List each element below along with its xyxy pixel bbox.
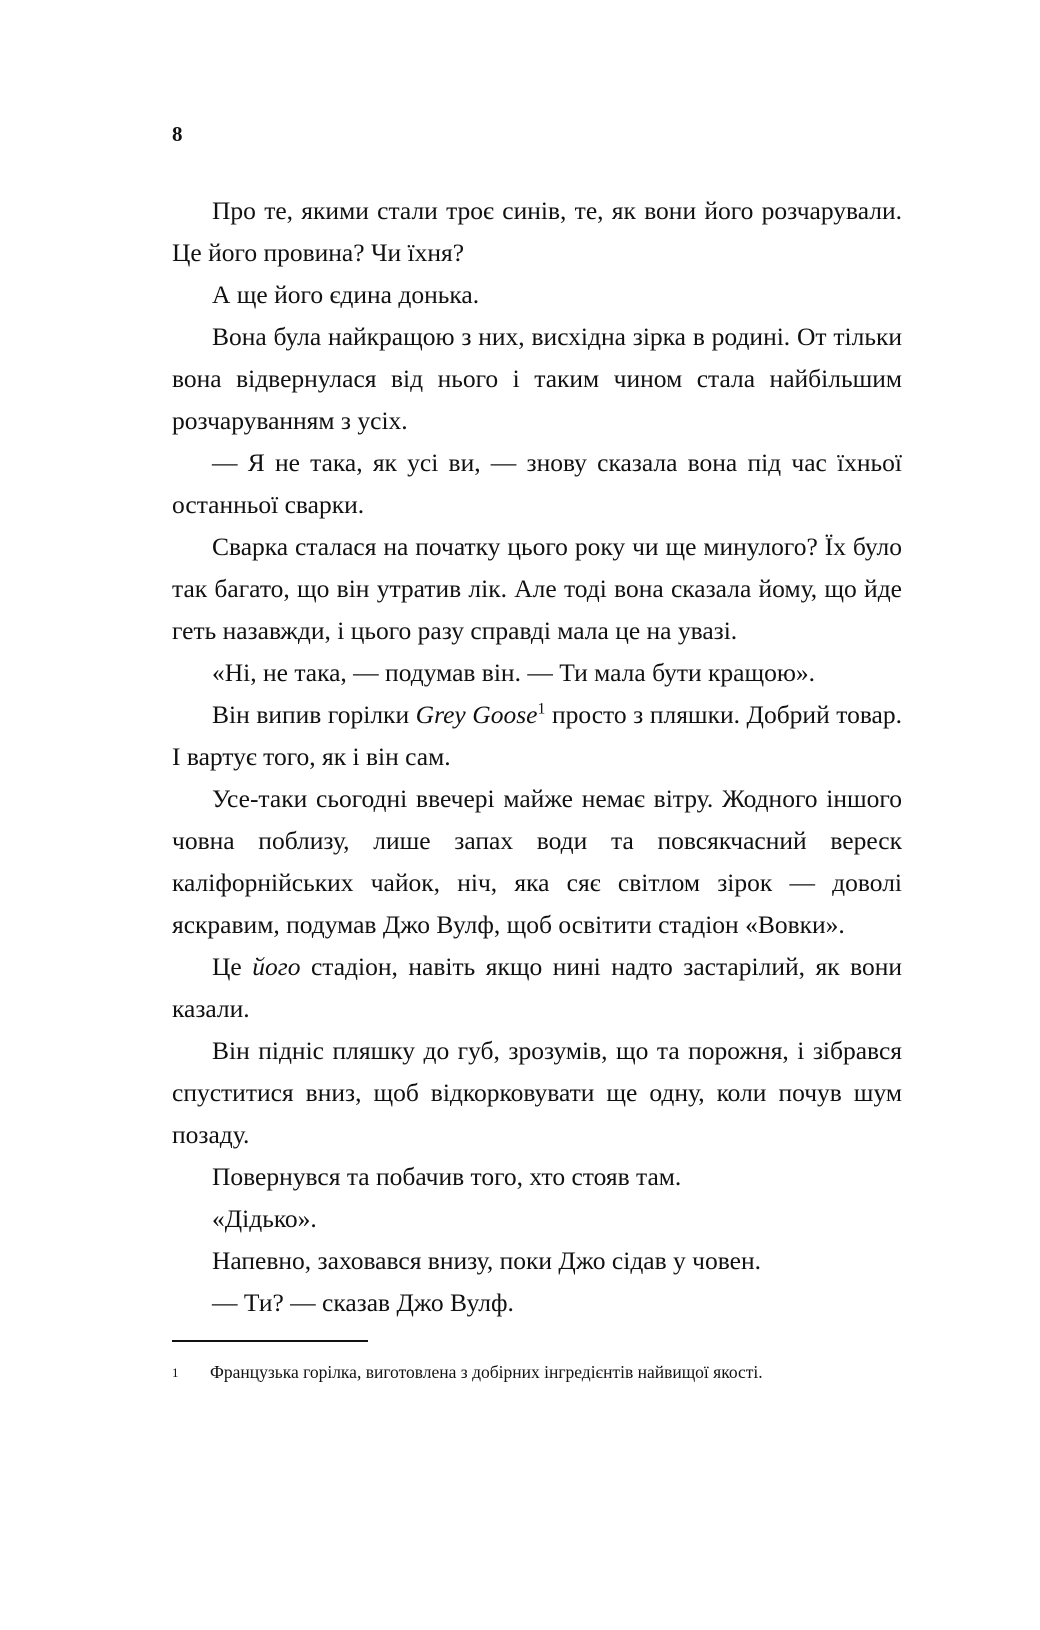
paragraph: Повернувся та побачив того, хто стояв там. <box>212 1162 682 1191</box>
paragraph: Він підніс пляшку до губ, зрозумів, що та порожня, і зібрався спуститися вниз, щоб відкорковувати ще одну, коли почув шум позаду. <box>172 1036 902 1149</box>
paragraph-with-italic <box>172 946 902 1030</box>
footnote <box>172 1358 902 1387</box>
paragraph: Сварка сталася на початку цього року чи ще минулого? Їх було так багато, що він утратив лік. Але тоді вона сказала йому, що йде геть назавжди, і цього разу справді мала це на увазі. <box>172 532 902 645</box>
paragraph-segment: просто з пляшки. Добрий товар. І вартує того, як і він сам. <box>172 700 903 771</box>
paragraph: — Ти? — сказав Джо Вулф. <box>212 1288 514 1317</box>
footnote-area <box>172 1340 902 1387</box>
paragraph: Напевно, заховався внизу, поки Джо сідав у човен. <box>212 1246 761 1275</box>
paragraph: Про те, якими стали троє синів, те, як вони його розчарували. Це його провина? Чи їхня? <box>172 196 902 267</box>
paragraph: «Дідько». <box>212 1204 317 1233</box>
paragraph-segment: стадіон, навіть якщо нині надто застарілий, як вони казали. <box>172 952 903 1023</box>
paragraph: Усе-таки сьогодні ввечері майже немає вітру. Жодного іншого човна поблизу, лише запах води та повсякчасний вереск каліфорнійських чайок, ніч, яка сяє світлом зірок — доволі яскравим, подумав Джо Вулф, щоб освітити стадіон «Вовки». <box>172 784 902 939</box>
footnote-divider <box>172 1340 368 1342</box>
paragraph: — Я не така, як усі ви, — знову сказала вона під час їхньої останньої сварки. <box>172 448 902 519</box>
paragraph: А ще його єдина донька. <box>212 280 480 309</box>
paragraph-with-footnote <box>172 694 902 778</box>
book-brand-italic: Grey Goose <box>415 700 538 729</box>
paragraph-segment: Він випив горілки <box>212 700 416 729</box>
footnote-reference[interactable]: 1 <box>537 700 546 718</box>
paragraph-segment: Це <box>212 952 253 981</box>
footnote-text: Французька горілка, виготовлена з добірних інгредієнтів найвищої якості. <box>210 1362 763 1382</box>
emphasis-word: його <box>252 952 301 981</box>
body-text-block <box>172 190 902 1324</box>
paragraph: «Ні, не така, — подумав він. — Ти мала бути кращою». <box>212 658 816 687</box>
page-number: 8 <box>172 122 183 146</box>
footnote-marker: 1 <box>172 1365 179 1380</box>
paragraph: Вона була найкращою з них, висхідна зірка в родині. От тільки вона відвернулася від нього і таким чином стала найбільшим розчаруванням з усіх. <box>172 322 902 435</box>
